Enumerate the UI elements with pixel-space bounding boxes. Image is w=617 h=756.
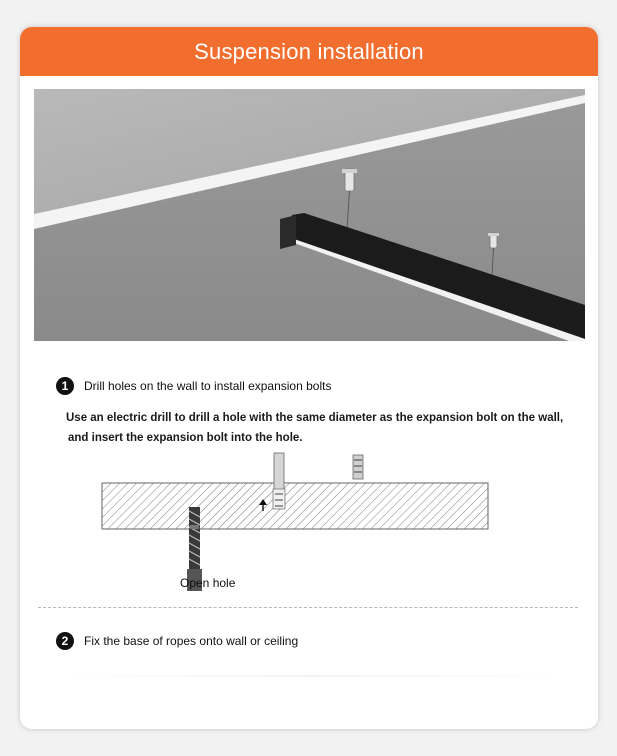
linear-light-end-cap (280, 215, 296, 249)
expansion-bolt (353, 455, 363, 479)
step-1-description-line-1: Use an electric drill to drill a hole with the same diameter as the expansion bolt on the wall, (66, 412, 564, 424)
section-header (20, 27, 598, 76)
product-photo (34, 89, 585, 341)
section-divider (38, 607, 578, 608)
section-title: Suspension installation (194, 38, 424, 64)
step-2 (56, 632, 298, 650)
ceiling-anchor-right (488, 233, 499, 248)
step-2-badge: 2 (56, 632, 74, 650)
inserted-bolt (273, 453, 285, 509)
drilling-diagram (98, 445, 494, 605)
step-1-title: Drill holes on the wall to install expansion bolts (84, 379, 332, 393)
instruction-card (20, 27, 598, 729)
wall-section (102, 483, 488, 529)
faded-content (64, 675, 564, 677)
step-2-title: Fix the base of ropes onto wall or ceiling (84, 634, 299, 648)
step-1-badge: 1 (56, 377, 74, 395)
diagram-caption: Open hole (180, 576, 236, 590)
step-1 (56, 377, 331, 395)
step-1-description-line-2: and insert the expansion bolt into the hole. (68, 432, 303, 444)
